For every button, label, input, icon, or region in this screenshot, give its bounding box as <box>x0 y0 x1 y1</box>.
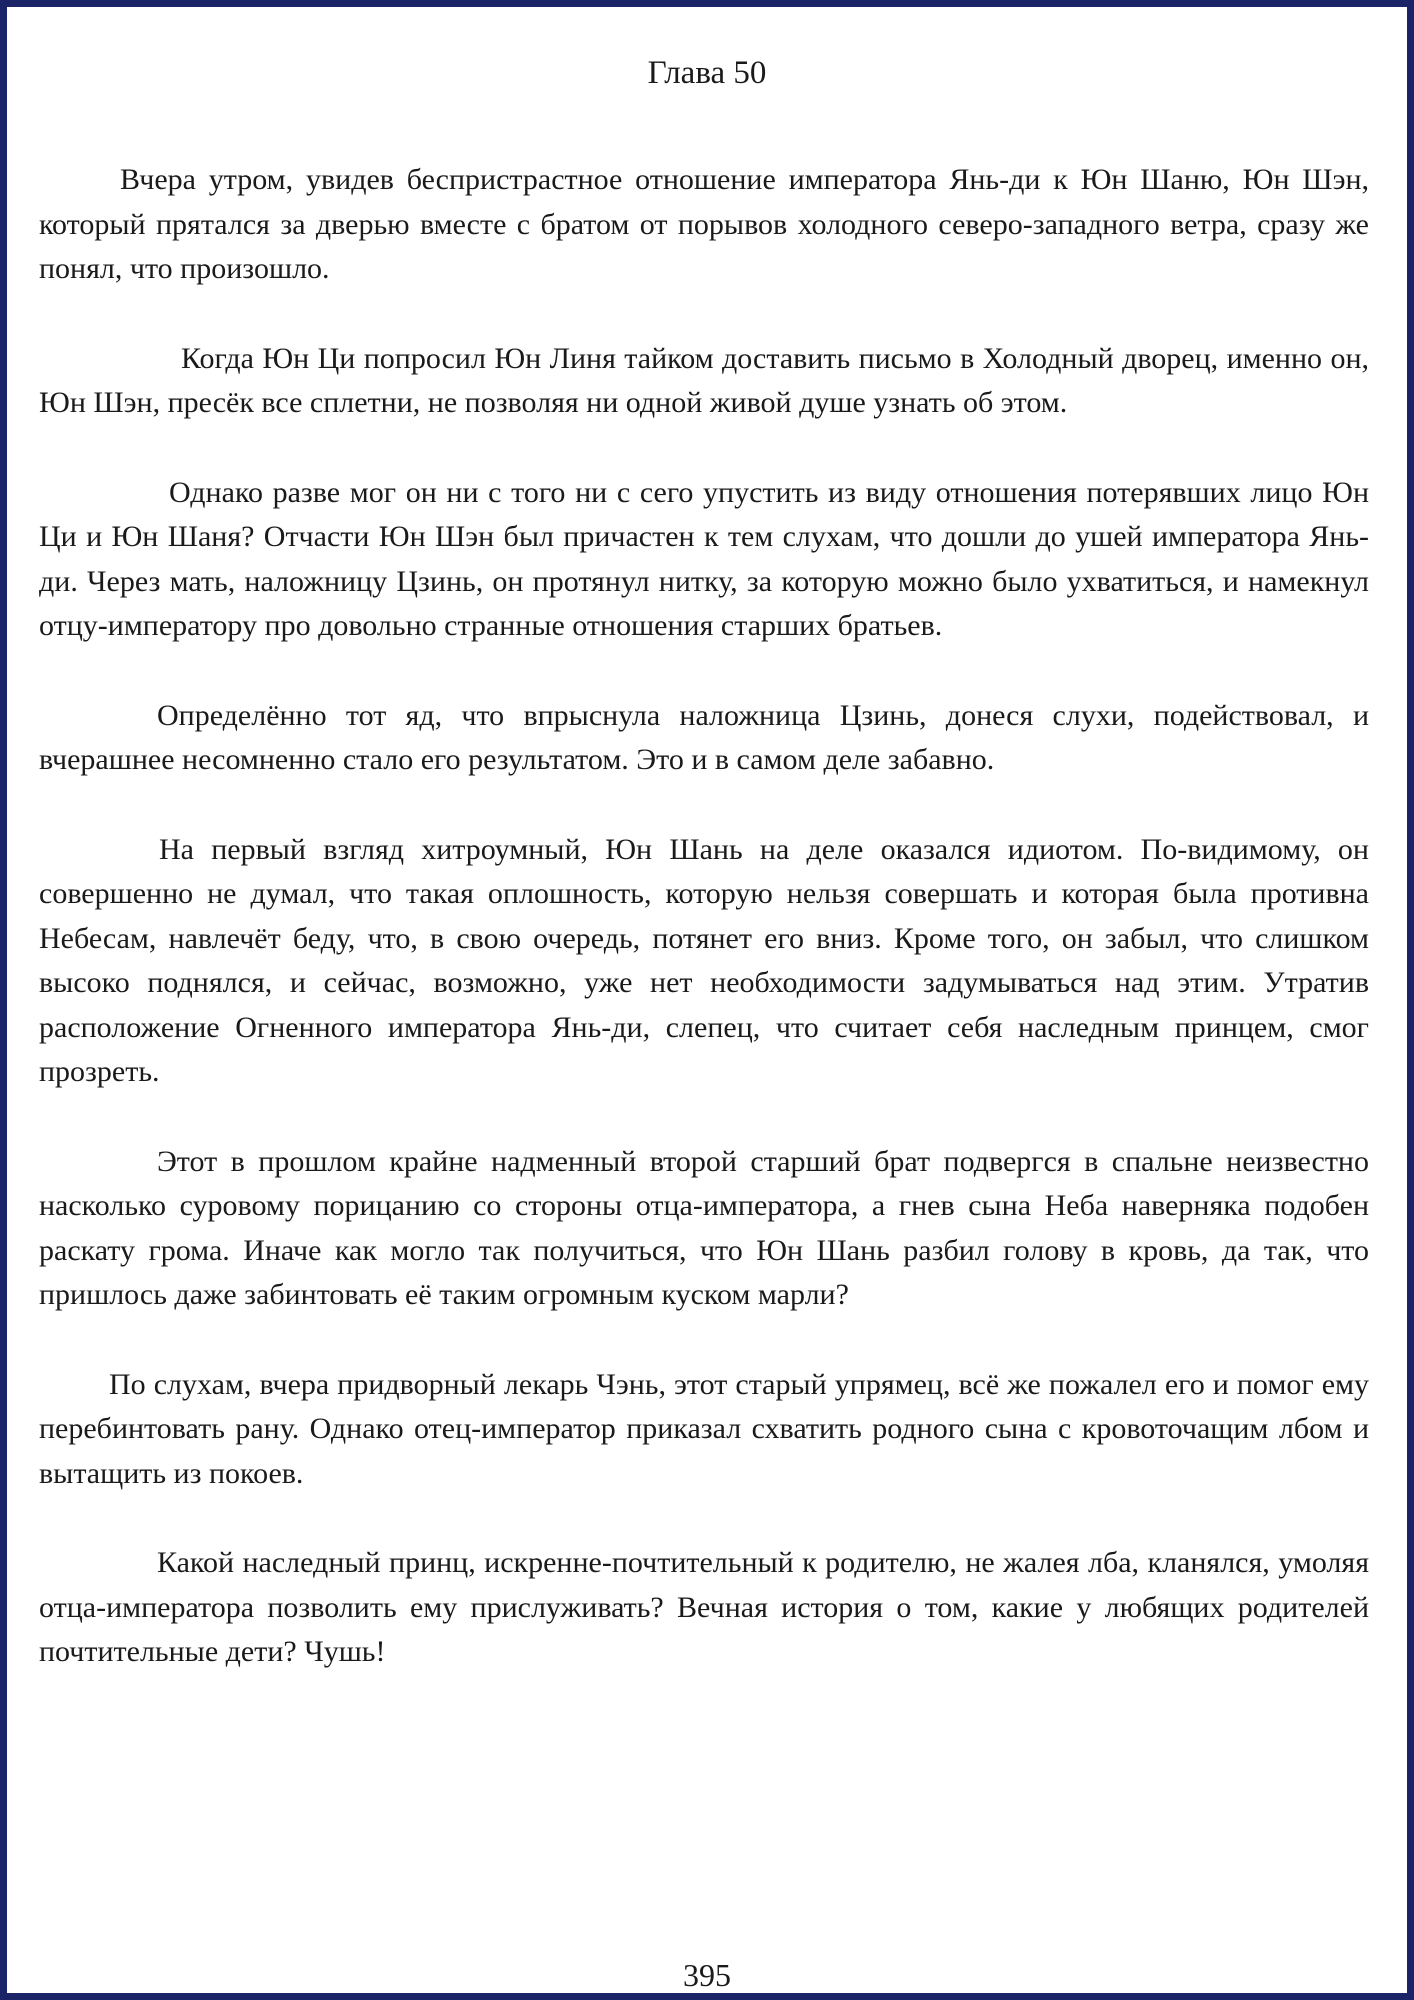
paragraph: Вчера утром, увидев беспристрастное отношение императора Янь-ди к Юн Шаню, Юн Шэн, который прятался за дверью вместе с братом от порывов холодного северо-западного ветра, сразу же понял, что произошло. <box>39 163 1369 285</box>
paragraph: Однако разве мог он ни с того ни с сего упустить из виду отношения потерявших лицо Юн Ци и Юн Шаня? Отчасти Юн Шэн был причастен к тем слухам, что дошли до ушей императора Янь-ди. Через мать, наложницу Цзинь, он протянул нитку, за которую можно было ухватиться, и намекнул отцу-императору про довольно странные отношения старших братьев. <box>39 475 1369 642</box>
paragraph: Какой наследный принц, искренне-почтительный к родителю, не жалея лба, кланялся, умоляя отца-императора позволить ему прислуживать? Вечная история о том, какие у любящих родителей почтительные дети? Чушь! <box>39 1546 1369 1668</box>
paragraph: На первый взгляд хитроумный, Юн Шань на деле оказался идиотом. По-видимому, он совершенно не думал, что такая оплошность, которую нельзя совершать и которая была противна Небесам, навлечёт беду, что, в свою очередь, потянет его вниз. Кроме того, он забыл, что слишком высоко поднялся, и сейчас, возможно, уже нет необходимости задумываться над этим. Утратив расположение Огненного императора Янь-ди, слепец, что считает себя наследным принцем, смог прозреть. <box>39 832 1369 1088</box>
body-text <box>39 158 1369 1720</box>
paragraph: Определённо тот яд, что впрыснула наложница Цзинь, донеся слухи, подействовал, и вчерашнее несомненно стало его результатом. Это и в самом деле забавно. <box>39 698 1369 776</box>
chapter-title: Глава 50 <box>647 55 767 91</box>
paragraph: Когда Юн Ци попросил Юн Линя тайком доставить письмо в Холодный дворец, именно он, Юн Шэн, пресёк все сплетни, не позволяя ни одной живой душе узнать об этом. <box>39 341 1369 419</box>
paragraph: По слухам, вчера придворный лекарь Чэнь, этот старый упрямец, всё же пожалел его и помог ему перебинтовать рану. Однако отец-император приказал схватить родного сына с кровоточащим лбом и вытащить из покоев. <box>39 1367 1369 1490</box>
page-number: 395 <box>683 1957 731 1993</box>
paragraph: Этот в прошлом крайне надменный второй старший брат подвергся в спальне неизвестно насколько суровому порицанию со стороны отца-императора, а гнев сына Неба наверняка подобен раскату грома. Иначе как могло так получиться, что Юн Шань разбил голову в кровь, да так, что пришлось даже забинтовать её таким огромным куском марли? <box>39 1144 1369 1311</box>
